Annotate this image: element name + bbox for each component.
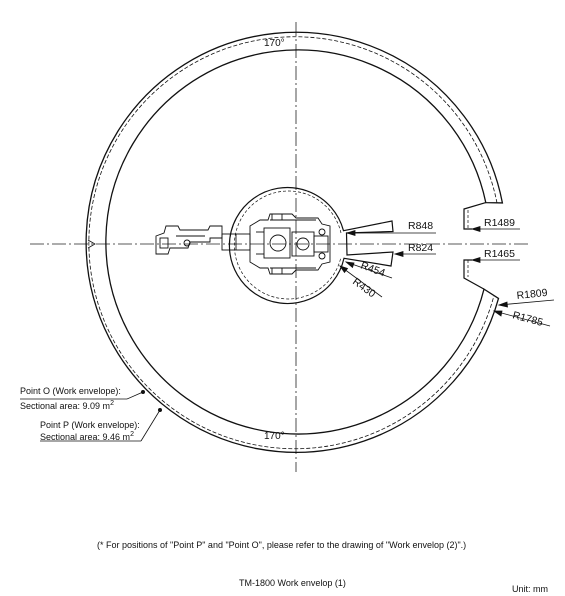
outer-envelope-solid: [86, 32, 502, 452]
point-p-callout-line2: [40, 431, 134, 442]
radius-label-r1489: R1489: [484, 217, 515, 229]
radius-label-r430: R430: [350, 275, 378, 301]
radius-label-r454: R454: [358, 259, 387, 280]
unit-label: Unit: mm: [512, 584, 548, 594]
point-o-area-text: Sectional area: 9.09 m: [20, 401, 111, 411]
point-o-callout-line1: Point O (Work envelope):: [20, 386, 121, 396]
radius-label-r824: R824: [408, 242, 434, 254]
radius-label-r1465: R1465: [484, 248, 515, 260]
point-p-area-text: Sectional area: 9.46 m: [40, 432, 131, 442]
bottom-angle-label: 170°: [264, 431, 285, 442]
outer-envelope-dashed: [89, 37, 497, 449]
point-p-callout-line1: Point P (Work envelope):: [40, 420, 140, 430]
footnote: (* For positions of "Point P" and "Point O", please refer to the drawing of "Work envelop (2)".): [97, 540, 467, 550]
radius-label-r1785: R1785: [511, 309, 545, 329]
radius-label-r848: R848: [408, 220, 434, 232]
notch-boundary: [464, 203, 486, 290]
radius-label-r1809: R1809: [516, 286, 549, 302]
point-o-callout-line2: [20, 400, 114, 411]
point-p-area-exponent: 2: [130, 431, 134, 438]
drawing-title: TM-1800 Work envelop (1): [239, 578, 346, 588]
top-angle-label: 170°: [264, 38, 285, 49]
point-o-area-exponent: 2: [110, 400, 114, 407]
